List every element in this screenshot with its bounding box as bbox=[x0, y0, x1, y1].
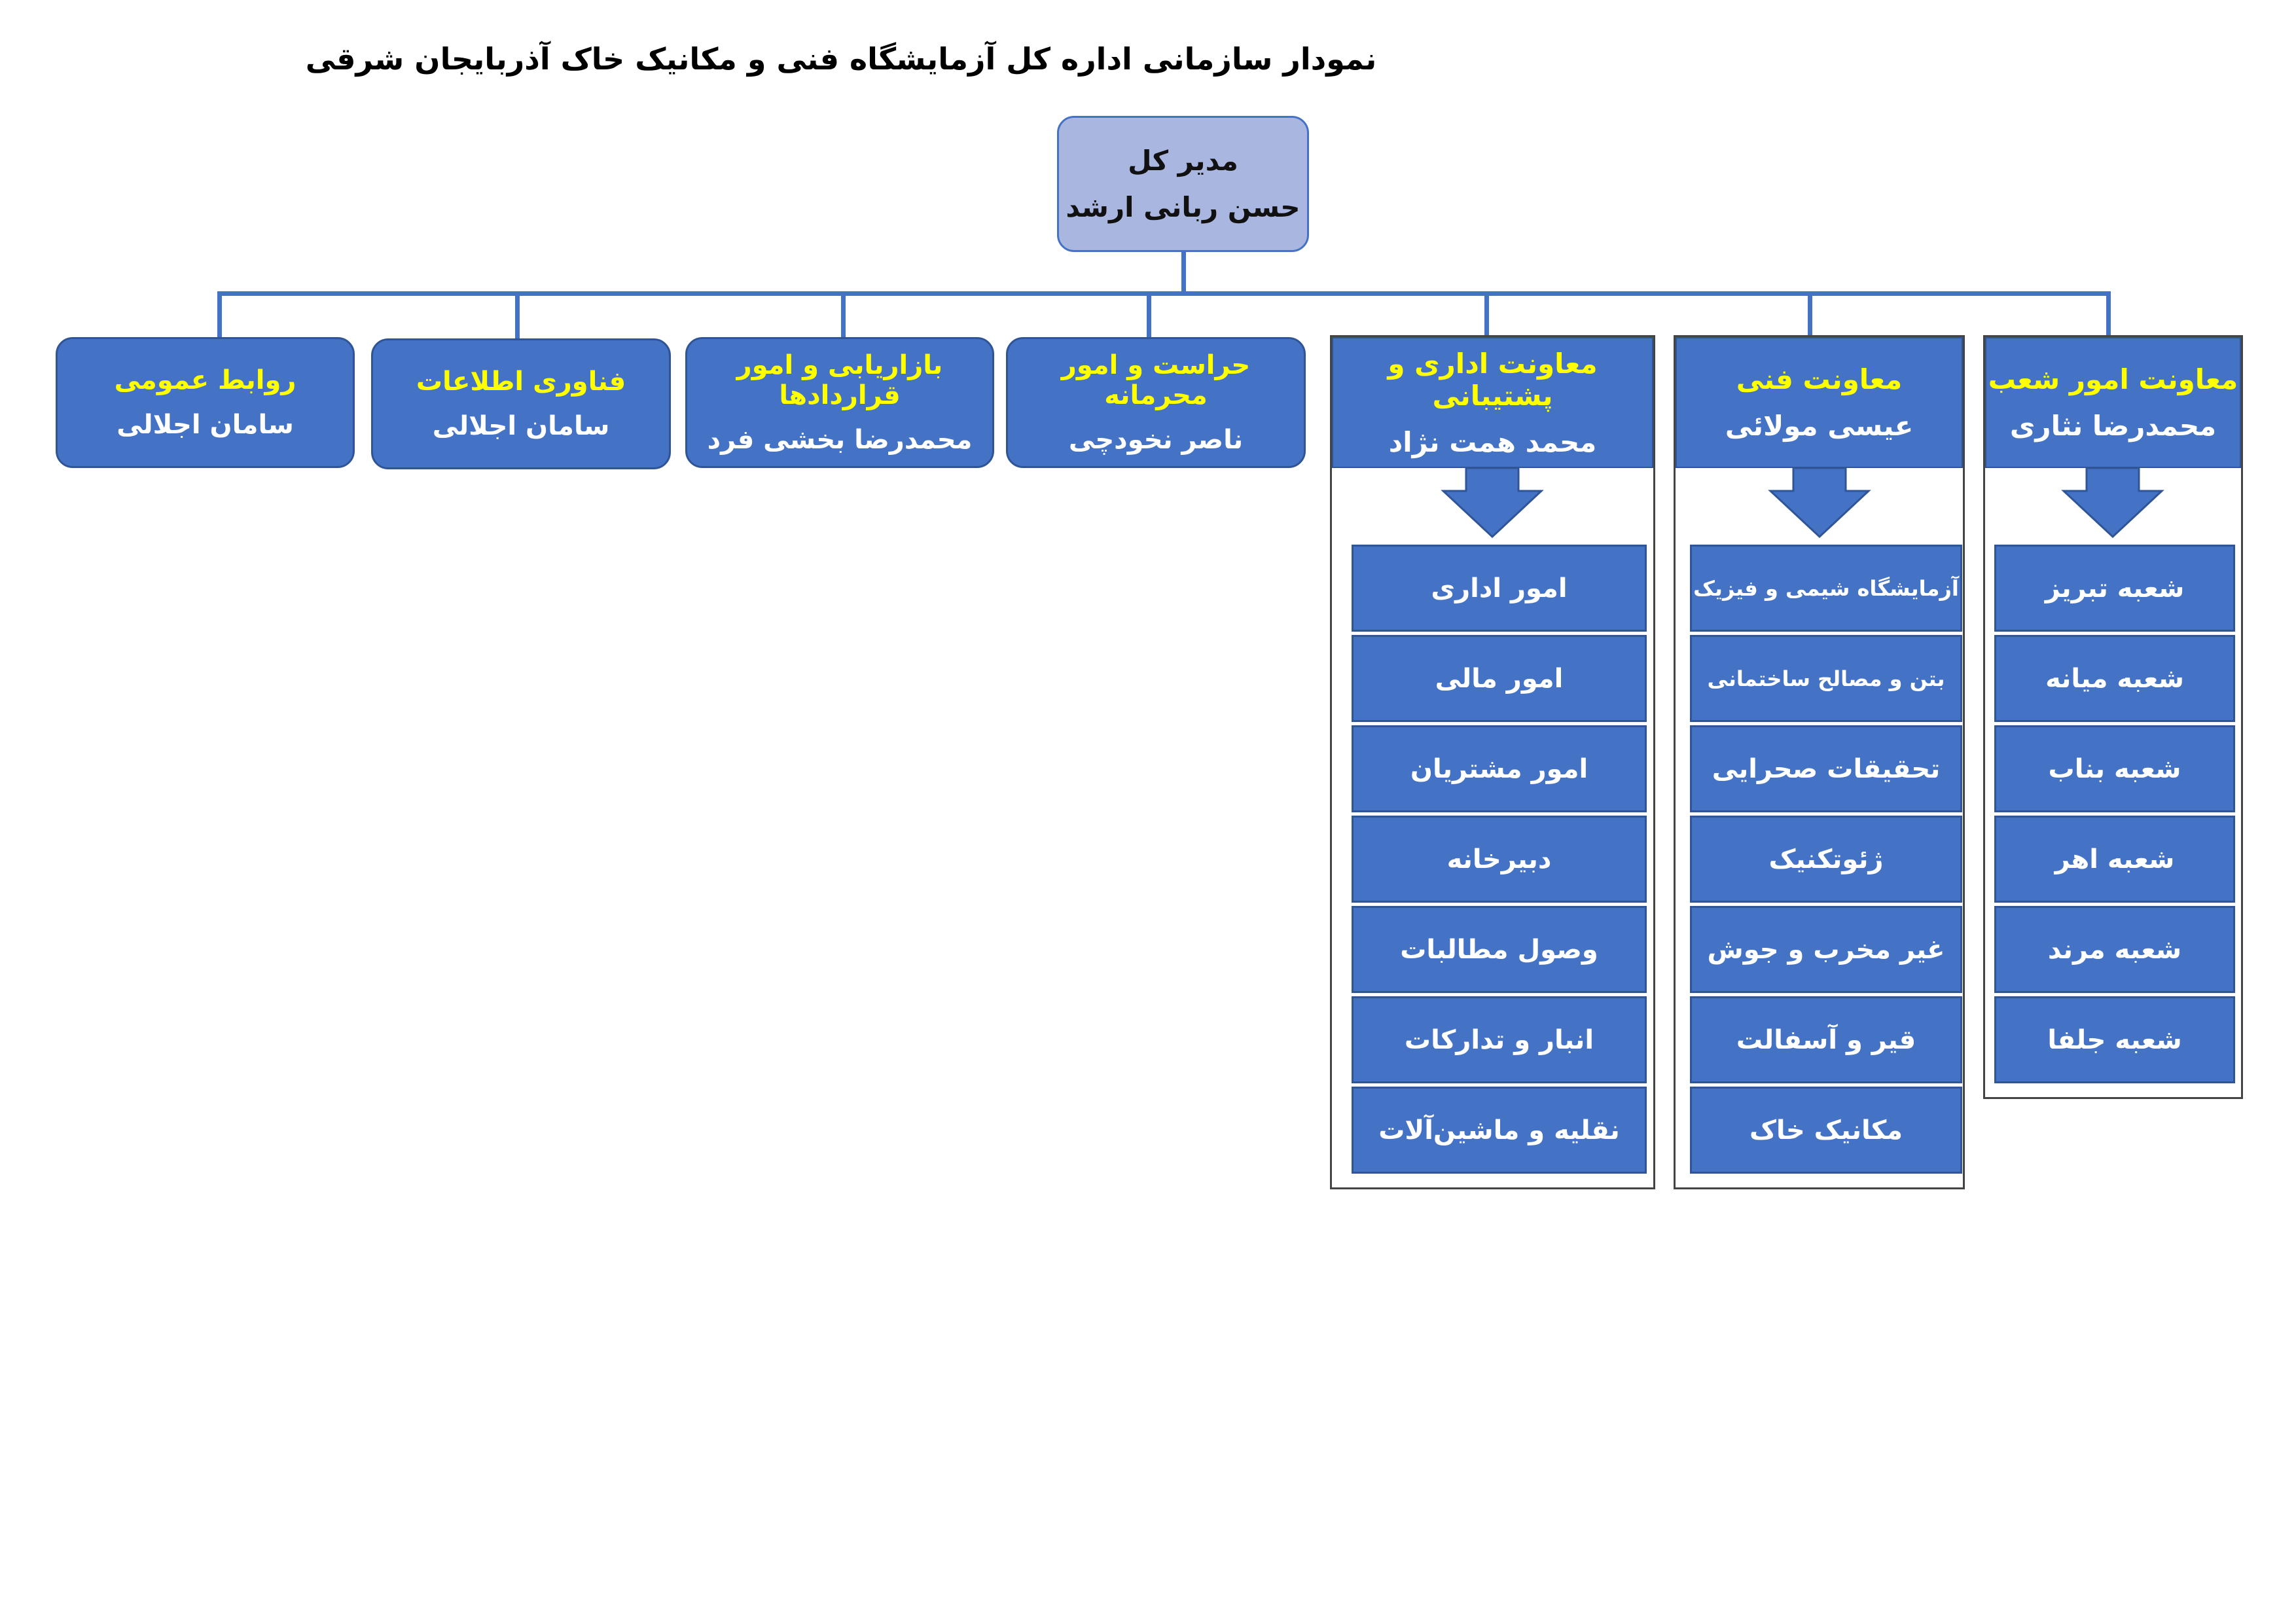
branch-item: شعبه جلفا bbox=[1994, 996, 2235, 1083]
ceo-box bbox=[1057, 116, 1309, 252]
deputy-title: معاونت اداری و پشتیبانی bbox=[1388, 347, 1598, 412]
drop-line-branches bbox=[2106, 291, 2111, 335]
unit-head-name: ناصر نخودچی bbox=[1068, 425, 1244, 455]
branch-item: شعبه مرند bbox=[1994, 906, 2235, 993]
drop-line-security bbox=[1147, 291, 1151, 337]
admin-item: نقلیه و ماشین‌آلات bbox=[1352, 1087, 1647, 1174]
admin-item: امور مالی bbox=[1352, 635, 1647, 722]
deputy-admin-header bbox=[1332, 337, 1653, 468]
deputy-head-name: محمدرضا نثاری bbox=[2009, 410, 2217, 442]
unit-title: روابط عمومی bbox=[114, 365, 296, 395]
chart-title: نمودار سازمانی اداره کل آزمایشگاه فنی و مکانیک خاک آذربایجان شرقی bbox=[305, 41, 1377, 77]
admin-item: دبیرخانه bbox=[1352, 816, 1647, 903]
technical-item: مکانیک خاک bbox=[1690, 1087, 1962, 1174]
unit-head-name: سامان اجلالی bbox=[432, 411, 610, 441]
admin-item: امور مشتریان bbox=[1352, 725, 1647, 812]
drop-line-it bbox=[515, 291, 520, 338]
unit-it bbox=[371, 338, 671, 469]
down-arrow-icon bbox=[1440, 468, 1545, 540]
unit-head-name: محمدرضا بخشی فرد bbox=[707, 425, 973, 455]
deputy-admin-frame bbox=[1330, 335, 1655, 1189]
unit-title: حراست و امور محرمانه bbox=[1061, 350, 1251, 410]
deputy-branches-header bbox=[1985, 337, 2241, 468]
ceo-title: مدیر کل bbox=[1128, 145, 1238, 177]
drop-line-admin bbox=[1484, 291, 1489, 335]
drop-line-technical bbox=[1808, 291, 1812, 335]
drop-line-relations bbox=[217, 291, 222, 337]
unit-public-relations bbox=[56, 337, 355, 468]
technical-item: ژئوتکنیک bbox=[1690, 816, 1962, 903]
ceo-name: حسن ربانی ارشد bbox=[1066, 191, 1300, 223]
deputy-head-name: عیسی مولائی bbox=[1725, 410, 1914, 442]
deputy-technical-header bbox=[1676, 337, 1963, 468]
ceo-connector bbox=[1181, 252, 1186, 295]
down-arrow-icon bbox=[2060, 468, 2165, 540]
deputy-technical-frame bbox=[1674, 335, 1965, 1189]
branch-item: شعبه اهر bbox=[1994, 816, 2235, 903]
branch-item: شعبه میانه bbox=[1994, 635, 2235, 722]
unit-security bbox=[1006, 337, 1306, 468]
admin-item: انبار و تدارکات bbox=[1352, 996, 1647, 1083]
unit-marketing bbox=[685, 337, 994, 468]
deputy-branches-frame bbox=[1983, 335, 2243, 1099]
admin-item: امور اداری bbox=[1352, 545, 1647, 632]
technical-item: غیر مخرب و جوش bbox=[1690, 906, 1962, 993]
technical-item: آزمایشگاه شیمی و فیزیک bbox=[1690, 545, 1962, 632]
deputy-title: معاونت امور شعب bbox=[1988, 363, 2238, 395]
unit-title: بازاریابی و امور قراردادها bbox=[736, 350, 943, 410]
unit-head-name: سامان اجلالی bbox=[117, 410, 294, 440]
technical-item: تحقیقات صحرایی bbox=[1690, 725, 1962, 812]
deputy-title: معاونت فنی bbox=[1736, 363, 1903, 395]
unit-title: فناوری اطلاعات bbox=[416, 367, 626, 397]
drop-line-marketing bbox=[841, 291, 846, 337]
branch-item: شعبه بناب bbox=[1994, 725, 2235, 812]
branch-item: شعبه تبریز bbox=[1994, 545, 2235, 632]
technical-item: قیر و آسفالت bbox=[1690, 996, 1962, 1083]
down-arrow-icon bbox=[1767, 468, 1872, 540]
horizontal-connector bbox=[217, 291, 2111, 296]
technical-item: بتن و مصالح ساختمانی bbox=[1690, 635, 1962, 722]
deputy-head-name: محمد همت نژاد bbox=[1388, 425, 1597, 458]
admin-item: وصول مطالبات bbox=[1352, 906, 1647, 993]
